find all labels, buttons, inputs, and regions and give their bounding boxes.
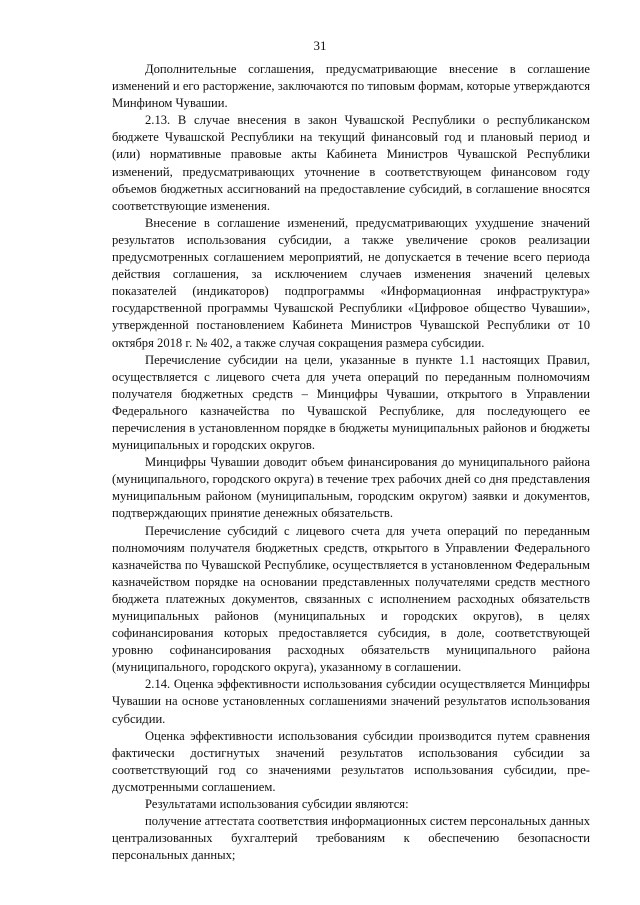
page-number: 31	[313, 38, 327, 53]
paragraph-subsidies-transfer: Перечисление субсидий с лицевого счета для учета операций по переданным полномочиям получателя бюджетных средств, открытого в Управлении Федерального казначейства по Чувашской Республике, осуществляется в установленном Федеральным казначейством порядке на основании представленных получателями средств местного бюджета платежных документов, связанных с исполнением расходных обязательств муниципальных районов (муниципальных и городских округов), в целях софинансирования которых предоставляется субсидия, в доле, соответствующей уровню софинансирования расходных обязательств муниципального района (муниципального, городского округа), указанному в соглашении.	[112, 523, 590, 675]
paragraph-2-14: 2.14. Оценка эффективности использования субсидии осуществляется Минцифры Чувашии на основе установленных соглашениями значений результатов использования субсидии.	[112, 677, 590, 726]
paragraph-result-item: получение аттестата соответствия информационных систем персональных данных централизованных бухгалтерий требованиям к обеспечению безопасности персональных данных;	[112, 814, 590, 863]
paragraph-agreement-changes: Внесение в соглашение изменений, предусматривающих ухудшение значений результатов использования субсидии, а также увеличение сроков реализации предусмотренных соглашением мероприятий, не допускается в течение всего периода действия соглашения, за исключением случаев изменения значений целевых показателей (индикаторов) подпрограммы «Информационная инфраструктура» государственной программы Чувашской Республики «Цифровое общество Чувашии», утвержденной постановлением Кабинета Министров Чувашской Республики от 10 октября 2018 г. № 402, а также случая сокращения размера субсидии.	[112, 215, 590, 350]
paragraph-funding-notice: Минцифры Чувашии доводит объем финансирования до муниципального района (муниципального, городского округа) в течение трех рабочих дней со дня представления муниципальным районом (муниципальным, городским округом) заявки и документов, подтверждающих принятие денежных обязательств.	[112, 455, 590, 521]
document-body	[112, 61, 590, 864]
paragraph-efficiency-assessment: Оценка эффективности использования субсидии производится путем сравнения фактически достигнутых значений результатов использования субсидии за соответствующий год со значениями результатов использования субсидии, предусмотренными соглашением.	[112, 728, 590, 794]
paragraph-results-heading: Результатами использования субсидии являются:	[145, 797, 409, 812]
paragraph-2-13: 2.13. В случае внесения в закон Чувашской Республики о республиканском бюджете Чувашской Республики на текущий финансовый год и плановый период и (или) нормативные правовые акты Кабинета Министров Чувашской Республики изменений, предусматривающих уточнение в соответствующем финансовом году объемов бюджетных ассигнований на предоставление субсидий, в соглашение вносятся соответствующие изменения.	[112, 113, 590, 213]
paragraph-additional-agreements: Дополнительные соглашения, предусматривающие внесение в соглашение изменений и его расторжение, заключаются по типовым формам, которые утверждаются Минфином Чувашии.	[112, 62, 590, 111]
paragraph-subsidy-transfer: Перечисление субсидии на цели, указанные в пункте 1.1 настоящих Правил, осуществляется с лицевого счета для учета операций по переданным полномочиям получателя бюджетных средств – Минцифры Чувашии, открытого в Управлении Федерального казначейства по Чувашской Республике, для последующего ее перечисления в установленном порядке в бюджеты муниципальных районов и бюджеты муниципальных и городских округов.	[112, 352, 590, 453]
